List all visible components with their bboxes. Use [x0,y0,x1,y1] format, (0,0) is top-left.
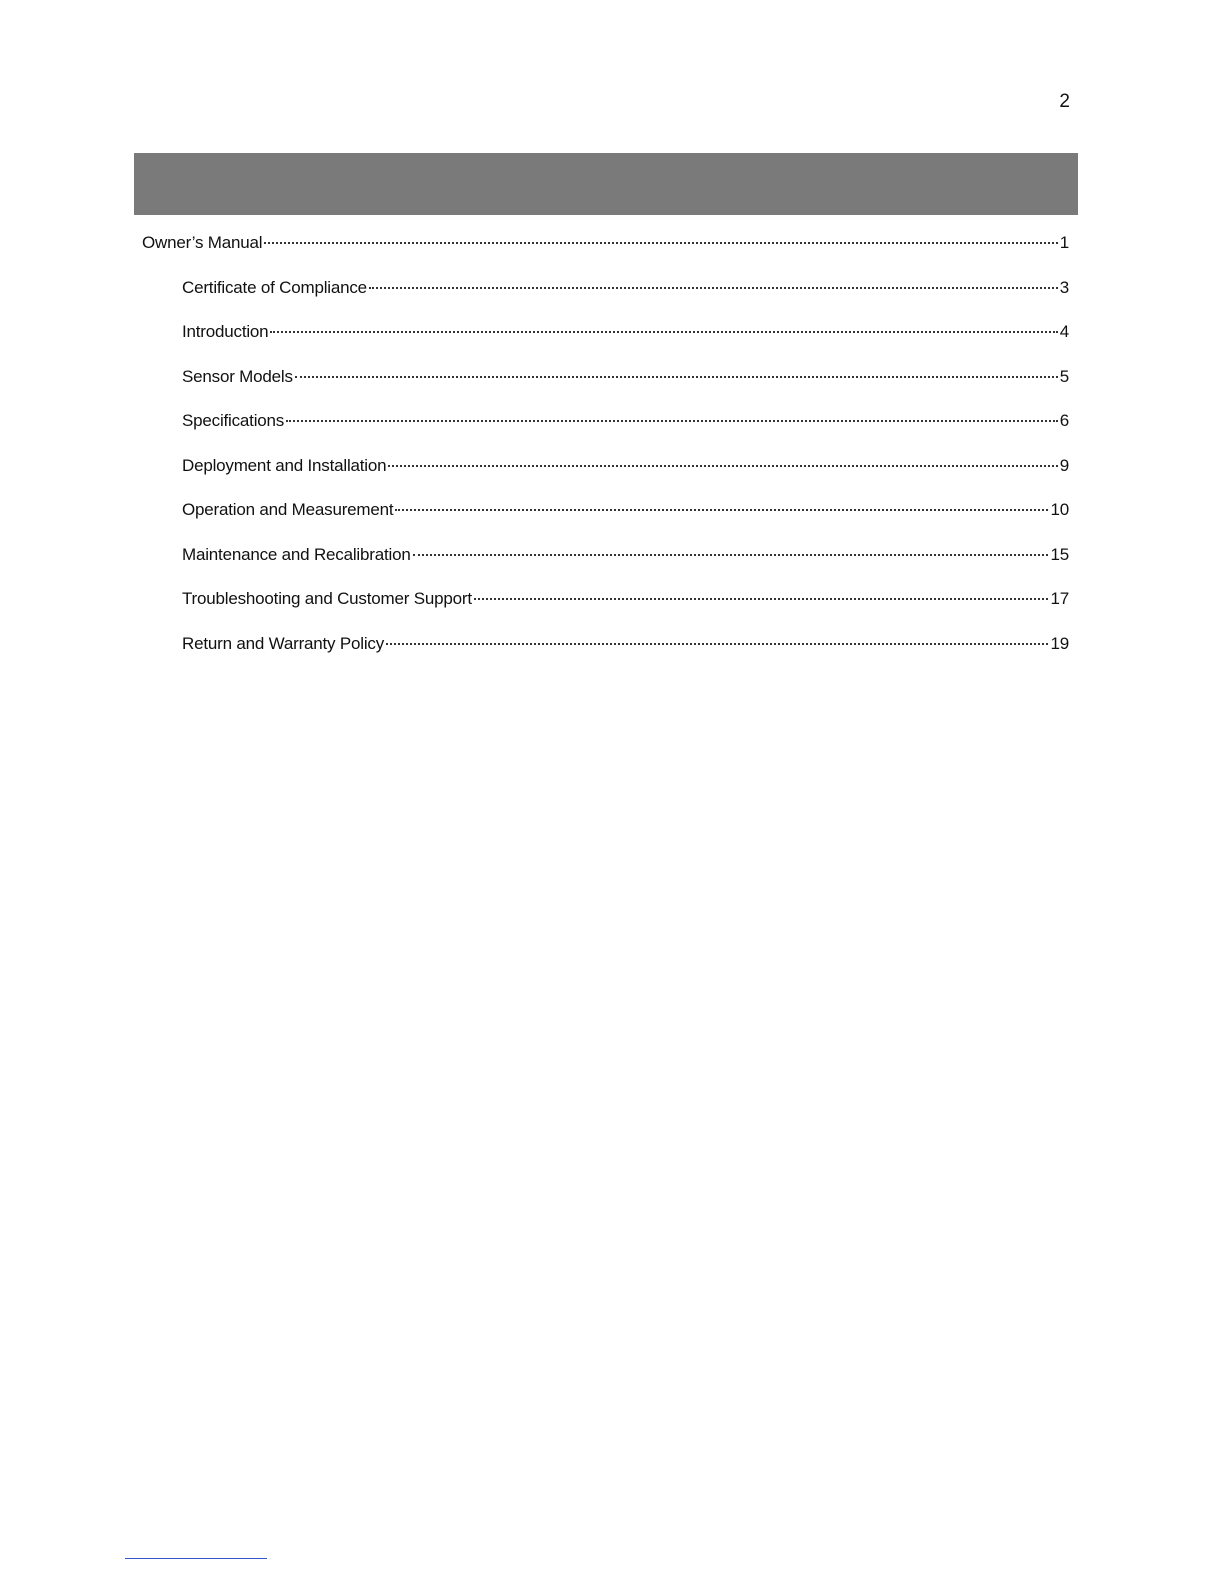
toc-entry-page: 3 [1059,277,1069,297]
toc-entry-page: 10 [1050,500,1069,519]
toc-entry-title: Certificate of Compliance [182,277,367,297]
toc-entry-page: 5 [1059,366,1069,386]
toc-entry-return-and-warranty-policy[interactable] [142,634,1069,679]
toc-entry-page: 1 [1059,233,1069,252]
toc-entry-title: Return and Warranty Policy [182,633,385,653]
dot-leader [395,509,1048,511]
toc-entry-title: Introduction [182,322,269,341]
toc-entry-title: Specifications [182,411,285,430]
toc-entry-certificate-of-compliance[interactable] [142,278,1069,323]
toc-entry-title: Owner’s Manual [142,233,263,252]
toc-entry-page: 15 [1050,544,1069,564]
toc-entry-operation-and-measurement[interactable] [142,500,1069,545]
toc-entry-page: 19 [1050,633,1069,653]
toc-entry-page: 6 [1059,411,1069,430]
toc-entry-introduction[interactable] [142,322,1069,367]
toc-entry-page: 4 [1059,322,1069,341]
page-number: 2 [1059,91,1070,112]
toc-entry-specifications[interactable] [142,411,1069,456]
dot-leader [413,554,1049,556]
dot-leader [264,242,1057,244]
dot-leader [295,376,1058,378]
toc-entry-page: 9 [1059,455,1069,475]
dot-leader [286,420,1058,422]
dot-leader [474,598,1049,600]
table-of-contents [142,233,1069,678]
dot-leader [388,465,1057,467]
toc-entry-troubleshooting-and-customer-support[interactable] [142,589,1069,634]
toc-entry-owners-manual[interactable] [142,233,1069,278]
dot-leader [270,331,1057,333]
toc-entry-title: Operation and Measurement [182,500,394,519]
toc-entry-maintenance-and-recalibration[interactable] [142,545,1069,590]
footnote-rule [125,1558,267,1559]
dot-leader [369,287,1058,289]
toc-entry-page: 17 [1050,589,1069,608]
toc-entry-title: Deployment and Installation [182,455,387,475]
toc-entry-sensor-models[interactable] [142,367,1069,412]
toc-entry-title: Troubleshooting and Customer Support [182,589,472,608]
header-band [134,153,1078,215]
toc-entry-title: Sensor Models [182,366,293,386]
dot-leader [386,643,1048,645]
toc-entry-deployment-and-installation[interactable] [142,456,1069,501]
toc-entry-title: Maintenance and Recalibration [182,544,411,564]
